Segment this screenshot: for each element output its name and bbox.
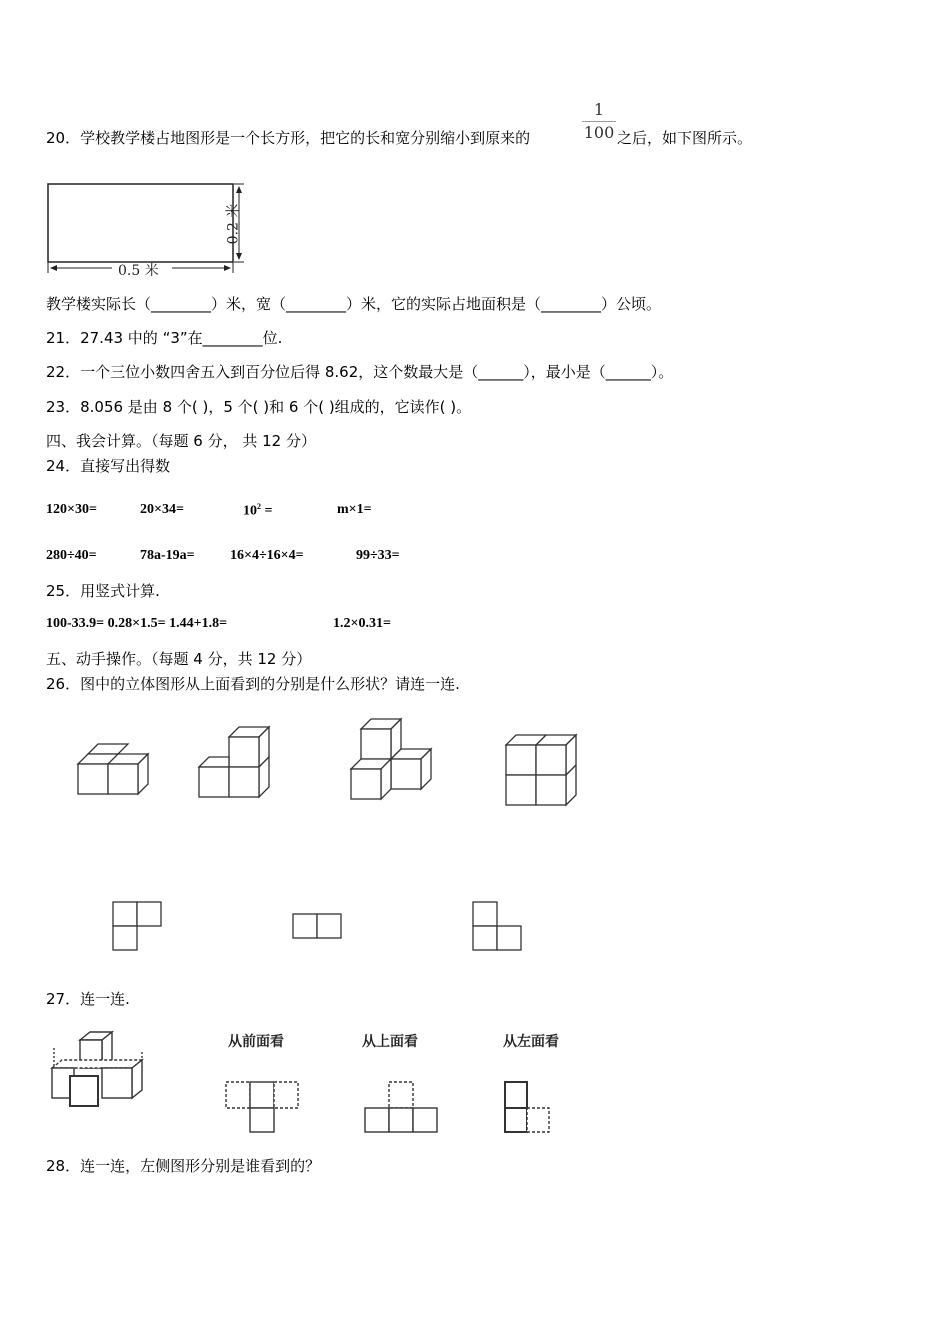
calc-item: 78a-19a= — [140, 548, 195, 563]
power-base: 10 — [243, 503, 257, 519]
q25-title: 25．用竖式计算. — [46, 582, 160, 600]
section-4-heading: 四、我会计算。（每题 6 分， 共 12 分） — [46, 432, 316, 450]
view-label-front: 从前面看 — [228, 1034, 284, 1050]
q20-answer-line: 教学楼实际长（________）米，宽（________）米，它的实际占地面积是（________）公顷。 — [46, 295, 662, 313]
calc-item: 20×34= — [140, 502, 184, 517]
q22: 22．一个三位小数四舍五入到百分位后得 8.62，这个数最大是（______），最小是（______）。 — [46, 363, 674, 381]
view-label-left: 从左面看 — [503, 1034, 559, 1050]
q27-solid — [52, 1032, 142, 1106]
length-label: 0.5 米 — [118, 263, 159, 279]
power-exponent: 2 — [257, 502, 261, 511]
fraction-denominator: 100 — [583, 123, 615, 142]
view-label-top: 从上面看 — [362, 1034, 418, 1050]
vertical-calc-items: 100-33.9= 0.28×1.5= 1.44+1.8= — [46, 616, 228, 631]
power-equals: = — [261, 503, 273, 519]
q27-title: 27．连一连. — [46, 990, 130, 1008]
front-view — [226, 1082, 298, 1132]
q26-title: 26．图中的立体图形从上面看到的分别是什么形状？请连一连. — [46, 675, 460, 693]
q21: 21．27.43 中的 “3”在________位. — [46, 329, 283, 347]
left-view — [505, 1082, 549, 1132]
fraction-numerator: 1 — [593, 100, 605, 119]
calc-item: m×1= — [337, 502, 372, 517]
top-view — [365, 1082, 437, 1132]
vertical-calc-item: 1.2×0.31= — [333, 616, 391, 631]
q20-text-after: 之后，如下图所示。 — [617, 129, 753, 147]
q20-text: 20．学校教学楼占地图形是一个长方形，把它的长和宽分别缩小到原来的 — [46, 129, 531, 147]
calc-item: 16×4÷16×4= — [230, 548, 304, 563]
calc-item: 280÷40= — [46, 548, 97, 563]
calc-item: 120×30= — [46, 502, 97, 517]
width-label: 0.2 米 — [225, 203, 242, 245]
q23: 23．8.056 是由 8 个( )，5 个( )和 6 个( )组成的，它读作( )。 — [46, 398, 472, 416]
calc-item: 99÷33= — [356, 548, 400, 563]
q28-title: 28．连一连，左侧图形分别是谁看到的？ — [46, 1157, 321, 1175]
q24-title: 24．直接写出得数 — [46, 457, 171, 475]
section-5-heading: 五、动手操作。（每题 4 分，共 12 分） — [46, 650, 312, 668]
